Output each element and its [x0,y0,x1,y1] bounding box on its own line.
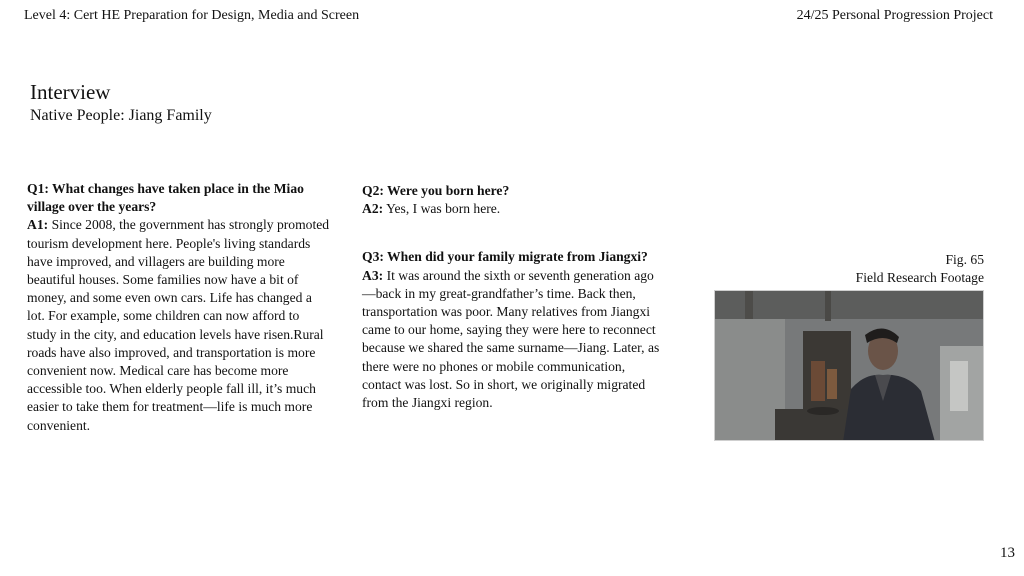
figure-number: Fig. 65 [945,252,984,267]
interview-column-2 [362,182,667,412]
answer-3-text: It was around the sixth or seventh generation ago—back in my great-grandfather’s time. Back then, transportation was poor. Many relatives from Jiangxi came to our home, saying they were here to reconnect because we shared the same surname—Jiang. Later, as there were no phones or mobile communication, contact was lost. So in short, we originally migrated from the Jiangxi region. [362,267,660,411]
page-number: 13 [1000,545,1015,561]
figure-caption [856,251,984,287]
qa-block-q1 [27,180,332,435]
question-1: Q1: What changes have taken place in the Miao village over the years? [27,181,304,215]
photo-illustration [715,291,984,441]
qa-block-q3 [362,248,667,412]
question-3: Q3: When did your family migrate from Jiangxi? [362,249,648,265]
header-course-title: Level 4: Cert HE Preparation for Design, Media and Screen [24,8,360,23]
answer-1 [27,216,332,434]
answer-3 [362,267,667,413]
answer-3-label: A3: [362,267,384,283]
figure-caption-text: Field Research Footage [855,270,984,285]
qa-block-q2 [362,182,667,218]
answer-2-text: Yes, I was born here. [386,201,501,217]
question-2: Q2: Were you born here? [362,183,510,198]
interview-column-1 [27,180,332,435]
header-project-title: 24/25 Personal Progression Project [796,8,993,23]
page-title: Interview [30,80,111,104]
answer-2-label: A2: [362,201,384,217]
answer-2 [362,200,667,218]
page-subtitle: Native People: Jiang Family [30,107,212,124]
answer-1-label: A1: [27,217,49,233]
answer-1-text: Since 2008, the government has strongly promoted tourism development here. People's living standards have improved, and villagers are building more beautiful houses. Some families now have a bit of money, and some even own cars. Life has changed a lot. For example, some children can now afford to study in the city, and education levels have risen.Rural roads have also improved, and transportation is more convenient now. Medical care has become more accessible too. When elderly people fall ill, it’s much easier to take them for treatment—life is much more convenient. [27,217,330,433]
field-research-photo [714,290,984,441]
